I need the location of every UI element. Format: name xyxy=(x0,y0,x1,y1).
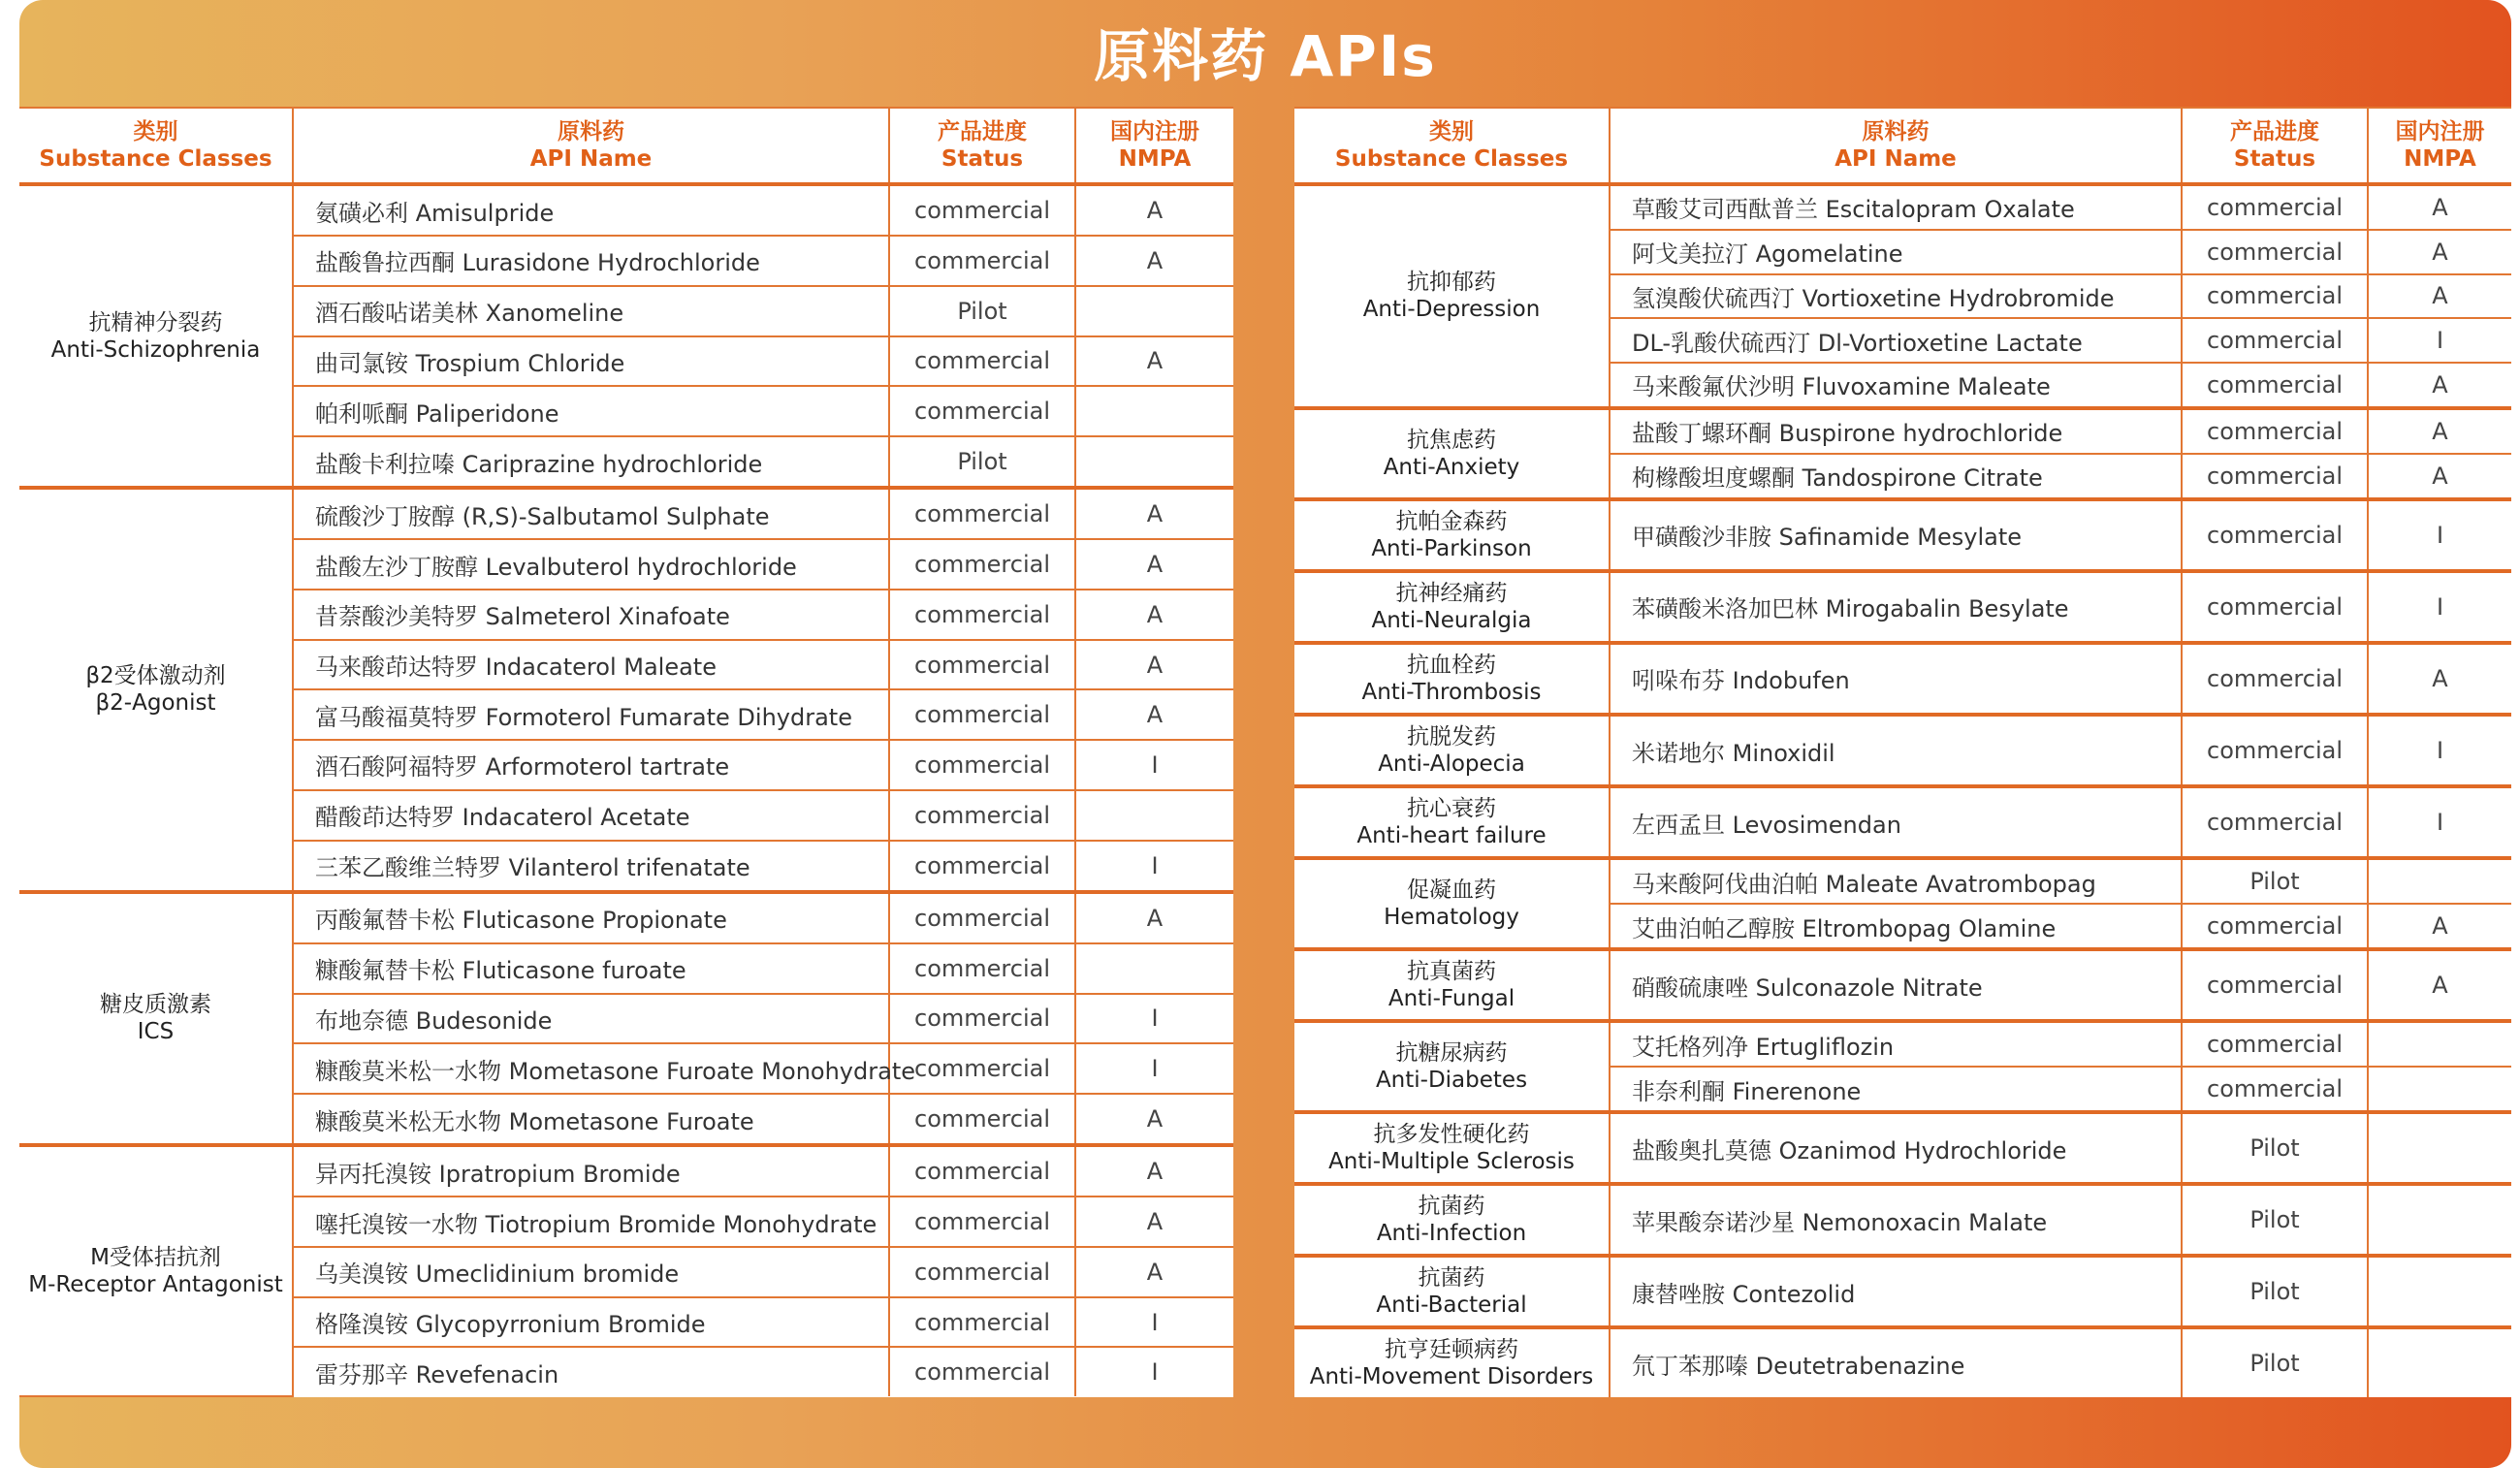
nmpa-cell: A xyxy=(2368,363,2511,408)
api-name-cell: 酒石酸呫诺美林 Xanomeline xyxy=(293,286,889,336)
nmpa-cell: I xyxy=(2368,786,2511,858)
status-cell: commercial xyxy=(2182,949,2368,1021)
class-name-en: Anti-Parkinson xyxy=(1371,535,1532,561)
status-cell: commercial xyxy=(889,640,1075,690)
class-name-en: Anti-Alopecia xyxy=(1378,751,1525,778)
api-name-cell: 马来酸茚达特罗 Indacaterol Maleate xyxy=(293,640,889,690)
table-row xyxy=(1294,1256,2511,1327)
substance-class-cell xyxy=(19,488,293,892)
header-api-cn: 原料药 xyxy=(1862,119,1930,144)
nmpa-cell: A xyxy=(2368,454,2511,499)
header-status-en: Status xyxy=(2233,146,2316,172)
nmpa-cell xyxy=(2368,1184,2511,1256)
api-name-cell: 糠酸莫米松无水物 Mometasone Furoate xyxy=(293,1094,889,1145)
nmpa-cell xyxy=(2368,858,2511,904)
status-cell: commercial xyxy=(889,336,1075,387)
table-row xyxy=(19,892,1233,943)
right-header-row xyxy=(1294,108,2511,184)
class-name-cn: 抗血栓药 xyxy=(1407,652,1496,678)
class-name-en: ICS xyxy=(137,1019,175,1045)
status-cell: Pilot xyxy=(889,436,1075,488)
nmpa-cell: I xyxy=(2368,499,2511,571)
status-cell: commercial xyxy=(889,1043,1075,1094)
api-name-cell: 盐酸奥扎莫德 Ozanimod Hydrochloride xyxy=(1610,1112,2182,1184)
class-name-en: Anti-Fungal xyxy=(1388,986,1515,1012)
header-api-cn: 原料药 xyxy=(558,119,624,144)
status-cell: commercial xyxy=(2182,408,2368,454)
status-cell: commercial xyxy=(889,539,1075,590)
table-row xyxy=(1294,643,2511,715)
class-name-en: Anti-Neuralgia xyxy=(1371,607,1532,633)
nmpa-cell: A xyxy=(2368,184,2511,230)
api-name-cell: 盐酸丁螺环酮 Buspirone hydrochloride xyxy=(1610,408,2182,454)
api-name-cell: 盐酸鲁拉西酮 Lurasidone Hydrochloride xyxy=(293,236,889,286)
nmpa-cell: A xyxy=(1075,336,1233,387)
api-name-cell: 马来酸阿伐曲泊帕 Maleate Avatrombopag xyxy=(1610,858,2182,904)
api-name-cell: 糠酸莫米松一水物 Mometasone Furoate Monohydrate xyxy=(293,1043,889,1094)
table-row xyxy=(19,1145,1233,1197)
api-name-cell: 氨磺必利 Amisulpride xyxy=(293,184,889,236)
api-name-cell: 甲磺酸沙非胺 Safinamide Mesylate xyxy=(1610,499,2182,571)
api-name-cell: 左西孟旦 Levosimendan xyxy=(1610,786,2182,858)
api-name-cell: 布地奈德 Budesonide xyxy=(293,994,889,1044)
nmpa-cell xyxy=(2368,1256,2511,1327)
status-cell: commercial xyxy=(889,994,1075,1044)
status-cell: commercial xyxy=(2182,786,2368,858)
table-row xyxy=(1294,408,2511,454)
class-name-cn: 抗脱发药 xyxy=(1407,724,1496,750)
substance-class-cell xyxy=(1294,715,1610,786)
nmpa-cell: I xyxy=(1075,1347,1233,1396)
class-name-en: Anti-Bacterial xyxy=(1376,1292,1527,1319)
class-name-cn: 抗真菌药 xyxy=(1407,959,1496,985)
status-cell: commercial xyxy=(889,841,1075,892)
header-substance-classes xyxy=(1294,108,1610,184)
table-row xyxy=(1294,715,2511,786)
status-cell: commercial xyxy=(2182,499,2368,571)
api-name-cell: 三苯乙酸维兰特罗 Vilanterol trifenatate xyxy=(293,841,889,892)
nmpa-cell: A xyxy=(1075,488,1233,539)
status-cell: Pilot xyxy=(2182,1184,2368,1256)
status-cell: commercial xyxy=(2182,715,2368,786)
class-name-cn: 抗多发性硬化药 xyxy=(1373,1122,1530,1148)
table-row xyxy=(1294,1184,2511,1256)
api-name-cell: 氢溴酸伏硫西汀 Vortioxetine Hydrobromide xyxy=(1610,274,2182,319)
substance-class-cell xyxy=(1294,1327,1610,1397)
status-cell: commercial xyxy=(889,790,1075,841)
nmpa-cell: I xyxy=(1075,740,1233,790)
status-cell: commercial xyxy=(2182,454,2368,499)
status-cell: commercial xyxy=(889,386,1075,436)
status-cell: commercial xyxy=(889,740,1075,790)
nmpa-cell: A xyxy=(2368,274,2511,319)
status-cell: commercial xyxy=(889,1197,1075,1247)
api-name-cell: 格隆溴铵 Glycopyrronium Bromide xyxy=(293,1297,889,1348)
api-name-cell: 乌美溴铵 Umeclidinium bromide xyxy=(293,1247,889,1297)
status-cell: commercial xyxy=(889,892,1075,943)
status-cell: commercial xyxy=(2182,904,2368,949)
api-name-cell: 异丙托溴铵 Ipratropium Bromide xyxy=(293,1145,889,1197)
api-name-cell: 硝酸硫康唑 Sulconazole Nitrate xyxy=(1610,949,2182,1021)
class-name-cn: M受体拮抗剂 xyxy=(90,1245,221,1271)
status-cell: commercial xyxy=(2182,318,2368,363)
api-name-cell: 草酸艾司西酞普兰 Escitalopram Oxalate xyxy=(1610,184,2182,230)
header-api-en: API Name xyxy=(529,146,653,172)
header-nmpa-cn: 国内注册 xyxy=(2395,119,2485,144)
left-table-panel xyxy=(19,107,1233,1397)
nmpa-cell: I xyxy=(1075,1043,1233,1094)
substance-class-cell xyxy=(1294,571,1610,643)
api-name-cell: 曲司氯铵 Trospium Chloride xyxy=(293,336,889,387)
table-row xyxy=(1294,786,2511,858)
api-name-cell: 盐酸卡利拉嗪 Cariprazine hydrochloride xyxy=(293,436,889,488)
header-class-cn: 类别 xyxy=(133,119,178,144)
right-table-body xyxy=(1294,184,2511,1397)
substance-class-cell xyxy=(1294,1021,1610,1112)
class-name-cn: 抗亨廷顿病药 xyxy=(1385,1337,1518,1363)
nmpa-cell: I xyxy=(2368,571,2511,643)
class-name-en: Hematology xyxy=(1384,905,1519,931)
header-class-en: Substance Classes xyxy=(1334,146,1569,172)
api-name-cell: 酒石酸阿福特罗 Arformoterol tartrate xyxy=(293,740,889,790)
nmpa-cell: A xyxy=(1075,539,1233,590)
substance-class-cell xyxy=(1294,643,1610,715)
status-cell: commercial xyxy=(889,1297,1075,1348)
nmpa-cell: A xyxy=(1075,1145,1233,1197)
status-cell: commercial xyxy=(2182,1021,2368,1067)
status-cell: commercial xyxy=(889,184,1075,236)
class-name-cn: 抗心衰药 xyxy=(1407,796,1496,822)
api-name-cell: 噻托溴铵一水物 Tiotropium Bromide Monohydrate xyxy=(293,1197,889,1247)
nmpa-cell: I xyxy=(2368,318,2511,363)
class-name-en: Anti-Multiple Sclerosis xyxy=(1328,1149,1575,1175)
header-status xyxy=(2182,108,2368,184)
api-name-cell: 盐酸左沙丁胺醇 Levalbuterol hydrochloride xyxy=(293,539,889,590)
header-class-en: Substance Classes xyxy=(39,146,272,172)
class-name-en: Anti-Anxiety xyxy=(1383,454,1520,480)
status-cell: commercial xyxy=(2182,363,2368,408)
substance-class-cell xyxy=(1294,858,1610,949)
header-nmpa xyxy=(2368,108,2511,184)
header-nmpa xyxy=(1075,108,1233,184)
status-cell: commercial xyxy=(889,1347,1075,1396)
substance-class-cell xyxy=(19,1145,293,1396)
nmpa-cell: I xyxy=(2368,715,2511,786)
class-name-cn: 抗菌药 xyxy=(1418,1194,1485,1220)
nmpa-cell: A xyxy=(1075,640,1233,690)
status-cell: commercial xyxy=(2182,184,2368,230)
api-name-cell: 康替唑胺 Contezolid xyxy=(1610,1256,2182,1327)
substance-class-cell xyxy=(1294,499,1610,571)
class-name-cn: 抗焦虑药 xyxy=(1407,427,1496,453)
nmpa-cell: A xyxy=(2368,408,2511,454)
nmpa-cell: A xyxy=(1075,236,1233,286)
status-cell: Pilot xyxy=(2182,858,2368,904)
class-name-en: Anti-Thrombosis xyxy=(1361,679,1542,705)
substance-class-cell xyxy=(1294,1256,1610,1327)
api-name-cell: 苹果酸奈诺沙星 Nemonoxacin Malate xyxy=(1610,1184,2182,1256)
nmpa-cell xyxy=(2368,1327,2511,1397)
status-cell: commercial xyxy=(2182,571,2368,643)
class-name-cn: 抗神经痛药 xyxy=(1395,580,1508,606)
api-name-cell: 艾托格列净 Ertugliflozin xyxy=(1610,1021,2182,1067)
page-title: 原料药 APIs xyxy=(1094,23,1437,89)
right-api-table xyxy=(1294,107,2511,1397)
header-status-cn: 产品进度 xyxy=(938,119,1027,144)
class-name-en: Anti-Movement Disorders xyxy=(1309,1364,1594,1390)
api-name-cell: 醋酸茚达特罗 Indacaterol Acetate xyxy=(293,790,889,841)
nmpa-cell xyxy=(1075,286,1233,336)
nmpa-cell: I xyxy=(1075,841,1233,892)
status-cell: commercial xyxy=(2182,230,2368,274)
class-name-cn: 糖皮质激素 xyxy=(100,992,211,1018)
class-name-cn: 抗精神分裂药 xyxy=(88,309,223,335)
class-name-cn: 抗菌药 xyxy=(1418,1265,1485,1292)
substance-class-cell xyxy=(1294,1112,1610,1184)
table-row xyxy=(1294,949,2511,1021)
nmpa-cell: A xyxy=(2368,904,2511,949)
class-name-en: Anti-Infection xyxy=(1376,1221,1527,1247)
api-name-cell: 糠酸氟替卡松 Fluticasone furoate xyxy=(293,943,889,994)
nmpa-cell: A xyxy=(1075,892,1233,943)
left-api-table xyxy=(19,107,1233,1397)
substance-class-cell xyxy=(1294,1184,1610,1256)
api-name-cell: 雷芬那辛 Revefenacin xyxy=(293,1347,889,1396)
class-name-cn: 抗帕金森药 xyxy=(1395,508,1508,534)
header-status-en: Status xyxy=(941,146,1024,172)
api-name-cell: 吲哚布芬 Indobufen xyxy=(1610,643,2182,715)
nmpa-cell: A xyxy=(1075,1094,1233,1145)
api-name-cell: 帕利哌酮 Paliperidone xyxy=(293,386,889,436)
api-name-cell: 米诺地尔 Minoxidil xyxy=(1610,715,2182,786)
table-row xyxy=(19,488,1233,539)
header-api-name xyxy=(1610,108,2182,184)
class-name-en: Anti-Depression xyxy=(1362,297,1541,323)
substance-class-cell xyxy=(1294,949,1610,1021)
nmpa-cell: A xyxy=(2368,643,2511,715)
class-name-en: Anti-Diabetes xyxy=(1375,1068,1528,1094)
header-nmpa-en: NMPA xyxy=(1118,146,1192,172)
api-name-cell: DL-乳酸伏硫西汀 Dl-Vortioxetine Lactate xyxy=(1610,318,2182,363)
status-cell: Pilot xyxy=(2182,1112,2368,1184)
class-name-en: Anti-heart failure xyxy=(1356,823,1547,849)
status-cell: commercial xyxy=(889,1094,1075,1145)
nmpa-cell: A xyxy=(2368,230,2511,274)
api-name-cell: 富马酸福莫特罗 Formoterol Fumarate Dihydrate xyxy=(293,689,889,740)
table-row xyxy=(19,184,1233,236)
status-cell: commercial xyxy=(889,689,1075,740)
api-name-cell: 马来酸氟伏沙明 Fluvoxamine Maleate xyxy=(1610,363,2182,408)
nmpa-cell xyxy=(1075,790,1233,841)
nmpa-cell: I xyxy=(1075,994,1233,1044)
nmpa-cell: A xyxy=(1075,184,1233,236)
header-class-cn: 类别 xyxy=(1429,119,1474,144)
substance-class-cell xyxy=(1294,184,1610,408)
nmpa-cell xyxy=(2368,1021,2511,1067)
page-frame xyxy=(19,0,2511,1468)
table-row xyxy=(1294,499,2511,571)
status-cell: commercial xyxy=(2182,643,2368,715)
left-table-body xyxy=(19,184,1233,1396)
substance-class-cell xyxy=(1294,786,1610,858)
api-name-cell: 苯磺酸米洛加巴林 Mirogabalin Besylate xyxy=(1610,571,2182,643)
header-status xyxy=(889,108,1075,184)
table-row xyxy=(1294,571,2511,643)
status-cell: commercial xyxy=(2182,1067,2368,1112)
status-cell: commercial xyxy=(889,590,1075,640)
substance-class-cell xyxy=(19,184,293,488)
class-name-en: M-Receptor Antagonist xyxy=(28,1272,283,1298)
class-name-en: Anti-Schizophrenia xyxy=(50,336,261,363)
right-table-panel xyxy=(1294,107,2511,1397)
status-cell: Pilot xyxy=(2182,1327,2368,1397)
class-name-cn: 抗糖尿病药 xyxy=(1395,1040,1508,1067)
nmpa-cell xyxy=(2368,1067,2511,1112)
api-name-cell: 硫酸沙丁胺醇 (R,S)-Salbutamol Sulphate xyxy=(293,488,889,539)
status-cell: Pilot xyxy=(2182,1256,2368,1327)
nmpa-cell xyxy=(1075,436,1233,488)
nmpa-cell: A xyxy=(2368,949,2511,1021)
table-row xyxy=(1294,858,2511,904)
table-row xyxy=(1294,1327,2511,1397)
substance-class-cell xyxy=(1294,408,1610,499)
class-name-en: β2-Agonist xyxy=(95,690,216,717)
header-nmpa-en: NMPA xyxy=(2404,146,2476,172)
nmpa-cell xyxy=(1075,943,1233,994)
api-name-cell: 非奈利酮 Finerenone xyxy=(1610,1067,2182,1112)
substance-class-cell xyxy=(19,892,293,1145)
table-row xyxy=(1294,1112,2511,1184)
nmpa-cell: A xyxy=(1075,689,1233,740)
api-name-cell: 枸橼酸坦度螺酮 Tandospirone Citrate xyxy=(1610,454,2182,499)
status-cell: commercial xyxy=(2182,274,2368,319)
nmpa-cell xyxy=(1075,386,1233,436)
nmpa-cell: A xyxy=(1075,590,1233,640)
class-name-cn: 抗抑郁药 xyxy=(1407,270,1496,296)
nmpa-cell: A xyxy=(1075,1197,1233,1247)
api-name-cell: 丙酸氟替卡松 Fluticasone Propionate xyxy=(293,892,889,943)
class-name-cn: β2受体激动剂 xyxy=(85,663,226,689)
nmpa-cell: A xyxy=(1075,1247,1233,1297)
nmpa-cell xyxy=(2368,1112,2511,1184)
status-cell: commercial xyxy=(889,488,1075,539)
api-name-cell: 艾曲泊帕乙醇胺 Eltrombopag Olamine xyxy=(1610,904,2182,949)
status-cell: commercial xyxy=(889,943,1075,994)
header-status-cn: 产品进度 xyxy=(2230,119,2319,144)
api-name-cell: 氘丁苯那嗪 Deutetrabenazine xyxy=(1610,1327,2182,1397)
status-cell: commercial xyxy=(889,236,1075,286)
status-cell: Pilot xyxy=(889,286,1075,336)
api-name-cell: 阿戈美拉汀 Agomelatine xyxy=(1610,230,2182,274)
status-cell: commercial xyxy=(889,1145,1075,1197)
api-name-cell: 昔萘酸沙美特罗 Salmeterol Xinafoate xyxy=(293,590,889,640)
header-api-en: API Name xyxy=(1834,146,1957,172)
left-header-row xyxy=(19,108,1233,184)
header-substance-classes xyxy=(19,108,293,184)
class-name-cn: 促凝血药 xyxy=(1407,878,1496,904)
table-row xyxy=(1294,184,2511,230)
header-nmpa-cn: 国内注册 xyxy=(1110,119,1199,144)
status-cell: commercial xyxy=(889,1247,1075,1297)
nmpa-cell: I xyxy=(1075,1297,1233,1348)
table-row xyxy=(1294,1021,2511,1067)
header-api-name xyxy=(293,108,889,184)
